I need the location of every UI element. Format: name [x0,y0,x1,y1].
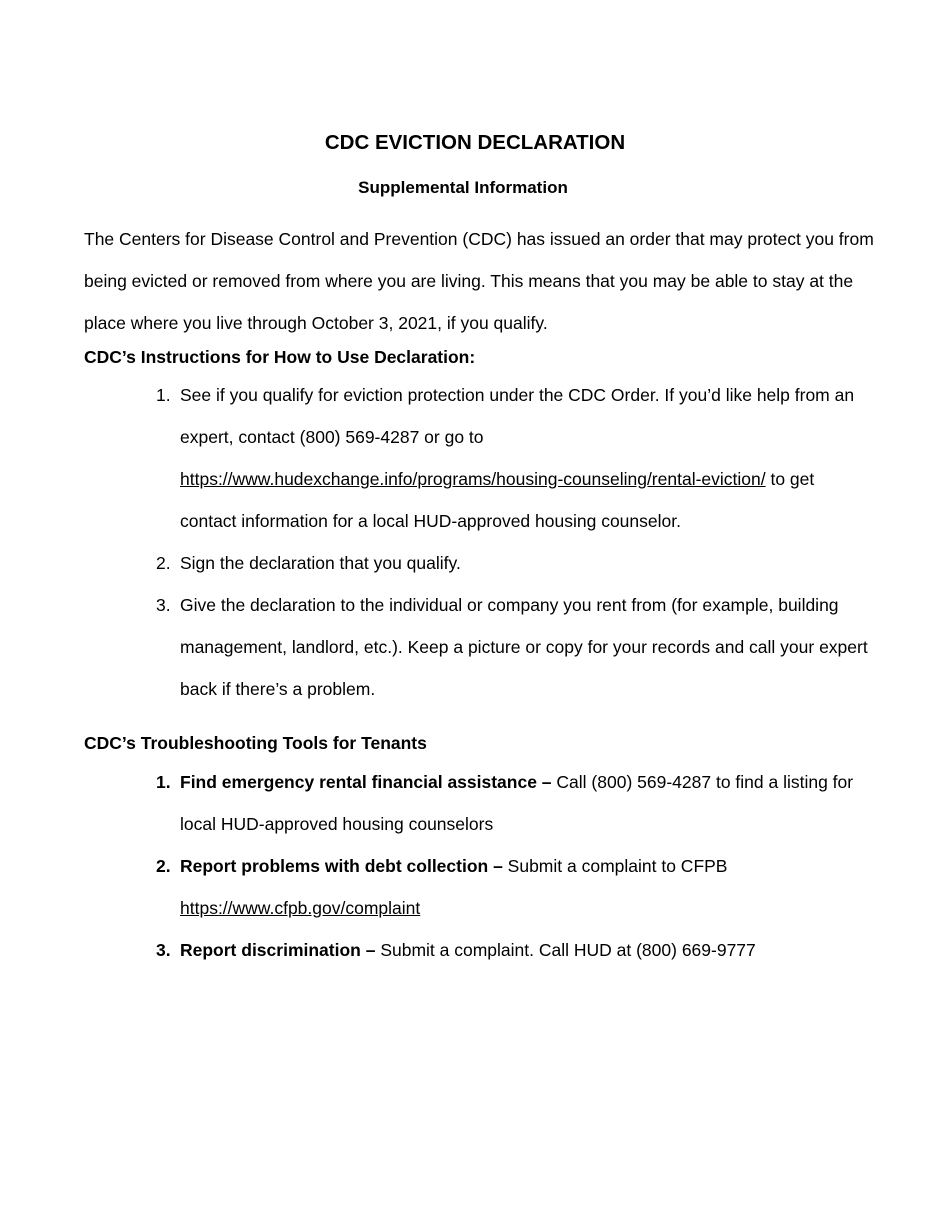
list-number: 1. [156,772,171,792]
list-item [150,542,870,584]
list-number: 2. [156,553,171,573]
list-item [150,374,870,542]
list-text: Sign the declaration that you qualify. [180,553,461,573]
instructions-heading: CDC’s Instructions for How to Use Declaration: [84,347,476,367]
list-text: to get contact information for a local HUD-approved housing counselor. [180,469,815,531]
list-item [150,929,870,971]
hud-exchange-link[interactable]: https://www.hudexchange.info/programs/housing-counseling/rental-eviction/ [180,469,766,489]
troubleshooting-heading: CDC’s Troubleshooting Tools for Tenants [84,733,427,753]
list-number: 3. [156,595,171,615]
list-number: 3. [156,940,171,960]
instructions-list [150,374,870,710]
list-item-title: Report problems with debt collection – [180,856,503,876]
list-item [150,761,870,845]
troubleshooting-list [150,761,870,971]
page-subtitle: Supplemental Information [358,178,568,197]
list-text: Submit a complaint to CFPB [502,856,728,876]
list-text: Call (800) 569-4287 to find a listing for local HUD-approved housing counselors [180,772,854,834]
page-title: CDC EVICTION DECLARATION [324,131,626,154]
list-item-title: Report discrimination – [180,940,376,960]
list-number: 2. [156,856,171,876]
list-text: See if you qualify for eviction protection under the CDC Order. If you’d like help from an expert, contact (800) 569-4287 or go to [180,385,855,447]
intro-paragraph: The Centers for Disease Control and Prevention (CDC) has issued an order that may protect you from being evicted or removed from where you are living. This means that you may be able to stay at the place where you live through October 3, 2021, if you qualify. [84,229,874,333]
list-text: Give the declaration to the individual or company you rent from (for example, building management, landlord, etc.). Keep a picture or copy for your records and call your expert back if there’s a problem. [180,595,868,699]
list-item-title: Find emergency rental financial assistance – [180,772,552,792]
list-number: 1. [156,385,171,405]
cfpb-complaint-link[interactable]: https://www.cfpb.gov/complaint [180,898,421,918]
list-item [150,845,870,929]
list-text: Submit a complaint. Call HUD at (800) 669-9777 [375,940,756,960]
list-item [150,584,870,710]
